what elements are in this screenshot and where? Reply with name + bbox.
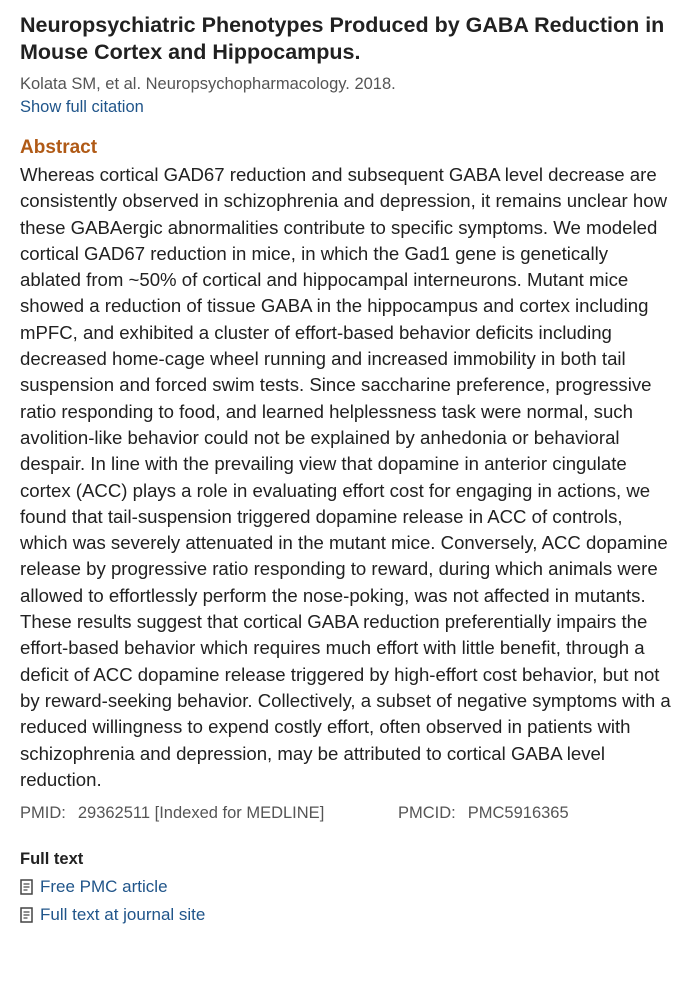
identifiers bbox=[20, 802, 672, 824]
authors-journal: Kolata SM, et al. Neuropsychopharmacology. 2018. bbox=[20, 75, 396, 93]
document-icon bbox=[20, 907, 34, 923]
show-full-citation-link[interactable]: Show full citation bbox=[20, 98, 144, 116]
full-text-journal-link[interactable]: Full text at journal site bbox=[40, 905, 206, 925]
pmid-value: 29362511 [Indexed for MEDLINE] bbox=[77, 804, 325, 823]
pmcid-value: PMC5916365 bbox=[467, 804, 569, 823]
journal-site-row[interactable] bbox=[20, 904, 672, 926]
pmid-label: PMID: bbox=[20, 804, 66, 823]
pmcid bbox=[398, 802, 569, 824]
free-pmc-article-link[interactable]: Free PMC article bbox=[40, 877, 168, 897]
abstract-heading: Abstract bbox=[20, 137, 98, 158]
pmcid-label: PMCID: bbox=[398, 804, 456, 823]
document-icon bbox=[20, 879, 34, 895]
article-title: Neuropsychiatric Phenotypes Produced by GABA Reduction in Mouse Cortex and Hippocampus. bbox=[20, 13, 665, 64]
abstract-text: Whereas cortical GAD67 reduction and subsequent GABA level decrease are consistently observed in schizophrenia and depression, it remains unclear how these GABAergic abnormalities contribute to specific symptoms. We modeled cortical GAD67 reduction in mice, in which the Gad1 gene is genetically ablated from ~50% of cortical and hippocampal interneurons. Mutant mice showed a reduction of tissue GABA in the hippocampus and cortex including mPFC, and exhibited a cluster of effort-based behavior deficits including decreased home-cage wheel running and increased immobility in both tail suspension and forced swim tests. Since saccharine preference, progressive ratio responding to food, and learned helplessness task were normal, such avolition-like behavior could not be explained by anhedonia or behavioral despair. In line with the prevailing view that dopamine in anterior cingulate cortex (ACC) plays a role in evaluating effort cost for engaging in actions, we found that tail-suspension triggered dopamine release in ACC of controls, which was severely attenuated in the mutant mice. Conversely, ACC dopamine release by progressive ratio responding to reward, during which animals were allowed to effortlessly perform the nose-poking, was not affected in mutants. These results suggest that cortical GABA reduction preferentially impairs the effort-based behavior which requires much effort with little benefit, through a deficit of ACC dopamine release triggered by high-effort cost behavior, but not by reward-seeking behavior. Collectively, a subset of negative symptoms with a reduced willingness to expend costly effort, often observed in patients with schizophrenia and depression, may be attributed to cortical GABA level reduction. bbox=[20, 164, 671, 790]
article-summary bbox=[20, 12, 672, 926]
pmid bbox=[20, 802, 398, 824]
free-pmc-article-row[interactable] bbox=[20, 876, 672, 898]
full-text-heading: Full text bbox=[20, 850, 84, 869]
